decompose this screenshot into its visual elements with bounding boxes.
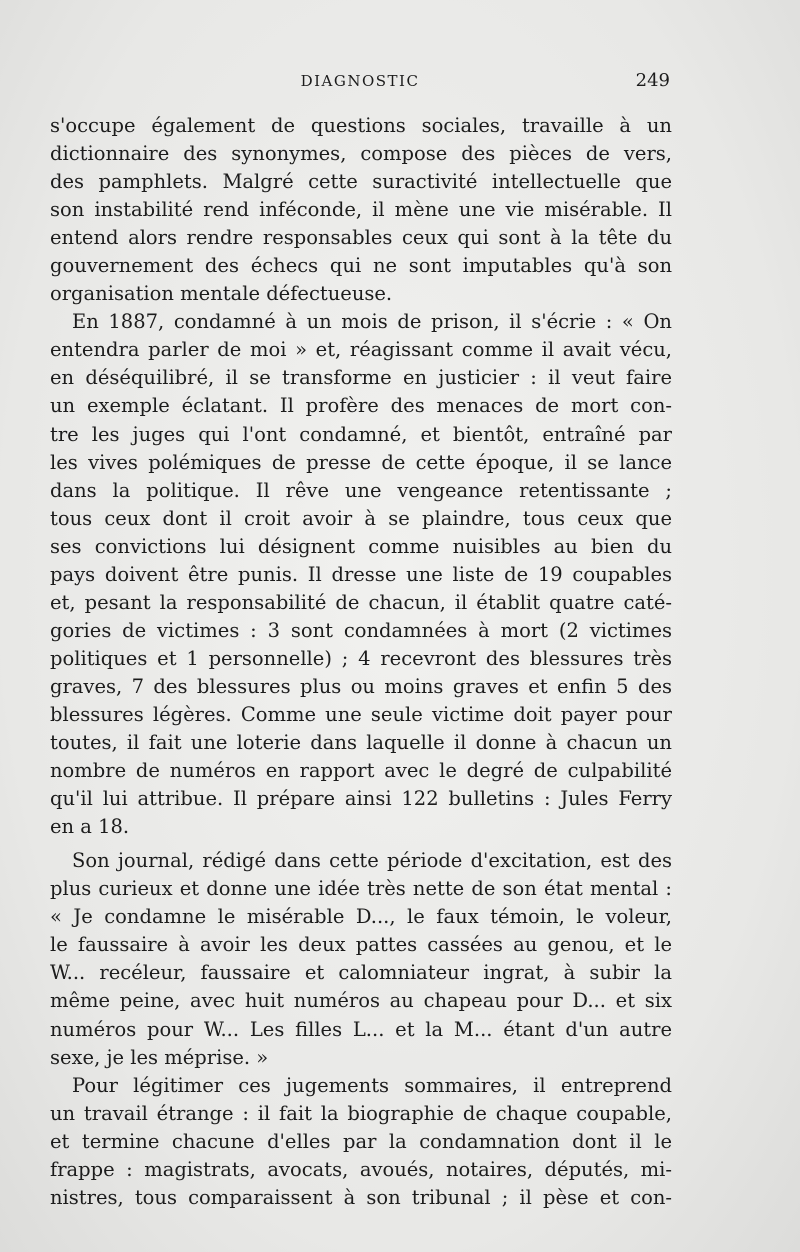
- text-line: Son journal, rédigé dans cette période d'excitation, est des: [72, 849, 672, 873]
- text-line: « Je condamne le misérable D..., le faux témoin, le voleur,: [50, 905, 672, 929]
- text-line: politiques et 1 personnelle) ; 4 recevront des blessures très: [50, 646, 672, 670]
- text-line: le faussaire à avoir les deux pattes cassées au genou, et le: [50, 933, 672, 957]
- text-line: En 1887, condamné à un mois de prison, il s'écrie : « On: [72, 310, 672, 334]
- text-line: gouvernement des échecs qui ne sont imputables qu'à son: [50, 254, 672, 278]
- text-line: entendra parler de moi » et, réagissant comme il avait vécu,: [50, 338, 672, 362]
- text-line: organisation mentale défectueuse.: [50, 282, 393, 306]
- text-line: gories de victimes : 3 sont condamnées à mort (2 victimes: [50, 618, 672, 642]
- text-line: graves, 7 des blessures plus ou moins graves et enfin 5 des: [50, 674, 672, 698]
- text-line: et, pesant la responsabilité de chacun, il établit quatre caté-: [50, 590, 672, 614]
- text-line: W... recéleur, faussaire et calomniateur ingrat, à subir la: [50, 961, 672, 985]
- text-line: numéros pour W... Les filles L... et la M... étant d'un autre: [50, 1017, 672, 1041]
- running-title: DIAGNOSTIC: [300, 72, 420, 90]
- text-line: les vives polémiques de presse de cette époque, il se lance: [50, 450, 672, 474]
- text-line: en a 18.: [50, 815, 130, 839]
- text-line: frappe : magistrats, avocats, avoués, notaires, députés, mi-: [50, 1157, 672, 1181]
- text-line: ses convictions lui désignent comme nuisibles au bien du: [50, 534, 672, 558]
- text-line: Pour légitimer ces jugements sommaires, il entreprend: [72, 1073, 672, 1097]
- body-text: [50, 112, 672, 1212]
- text-line: nistres, tous comparaissent à son tribunal ; il pèse et con-: [50, 1185, 672, 1209]
- text-line: sexe, je les méprise. »: [50, 1045, 269, 1069]
- text-line: blessures légères. Comme une seule victime doit payer pour: [50, 702, 672, 726]
- text-line: s'occupe également de questions sociales, travaille à un: [50, 114, 672, 137]
- text-line: tre les juges qui l'ont condamné, et bientôt, entraîné par: [50, 422, 672, 446]
- text-line: des pamphlets. Malgré cette suractivité intellectuelle que: [50, 170, 672, 194]
- text-line: et termine chacune d'elles par la condamnation dont il le: [50, 1129, 672, 1153]
- text-line: un exemple éclatant. Il profère des menaces de mort con-: [50, 394, 672, 418]
- text-line: toutes, il fait une loterie dans laquelle il donne à chacun un: [50, 731, 672, 755]
- page-number: 249: [635, 70, 670, 91]
- page-header: [50, 70, 670, 100]
- text-line: qu'il lui attribue. Il prépare ainsi 122 bulletins : Jules Ferry: [50, 787, 672, 811]
- text-line: dans la politique. Il rêve une vengeance retentissante ;: [50, 478, 672, 502]
- text-line: entend alors rendre responsables ceux qui sont à la tête du: [50, 226, 672, 250]
- text-line: nombre de numéros en rapport avec le degré de culpabilité: [50, 759, 672, 783]
- text-line: son instabilité rend inféconde, il mène une vie misérable. Il: [50, 198, 672, 222]
- text-line: tous ceux dont il croit avoir à se plaindre, tous ceux que: [50, 506, 672, 530]
- text-line: pays doivent être punis. Il dresse une liste de 19 coupables: [50, 562, 672, 586]
- text-line: un travail étrange : il fait la biographie de chaque coupable,: [50, 1101, 672, 1125]
- text-line: dictionnaire des synonymes, compose des pièces de vers,: [50, 142, 672, 166]
- text-line: plus curieux et donne une idée très nette de son état mental :: [50, 877, 672, 901]
- text-line: en déséquilibré, il se transforme en justicier : il veut faire: [50, 366, 672, 390]
- text-line: même peine, avec huit numéros au chapeau pour D... et six: [50, 989, 672, 1013]
